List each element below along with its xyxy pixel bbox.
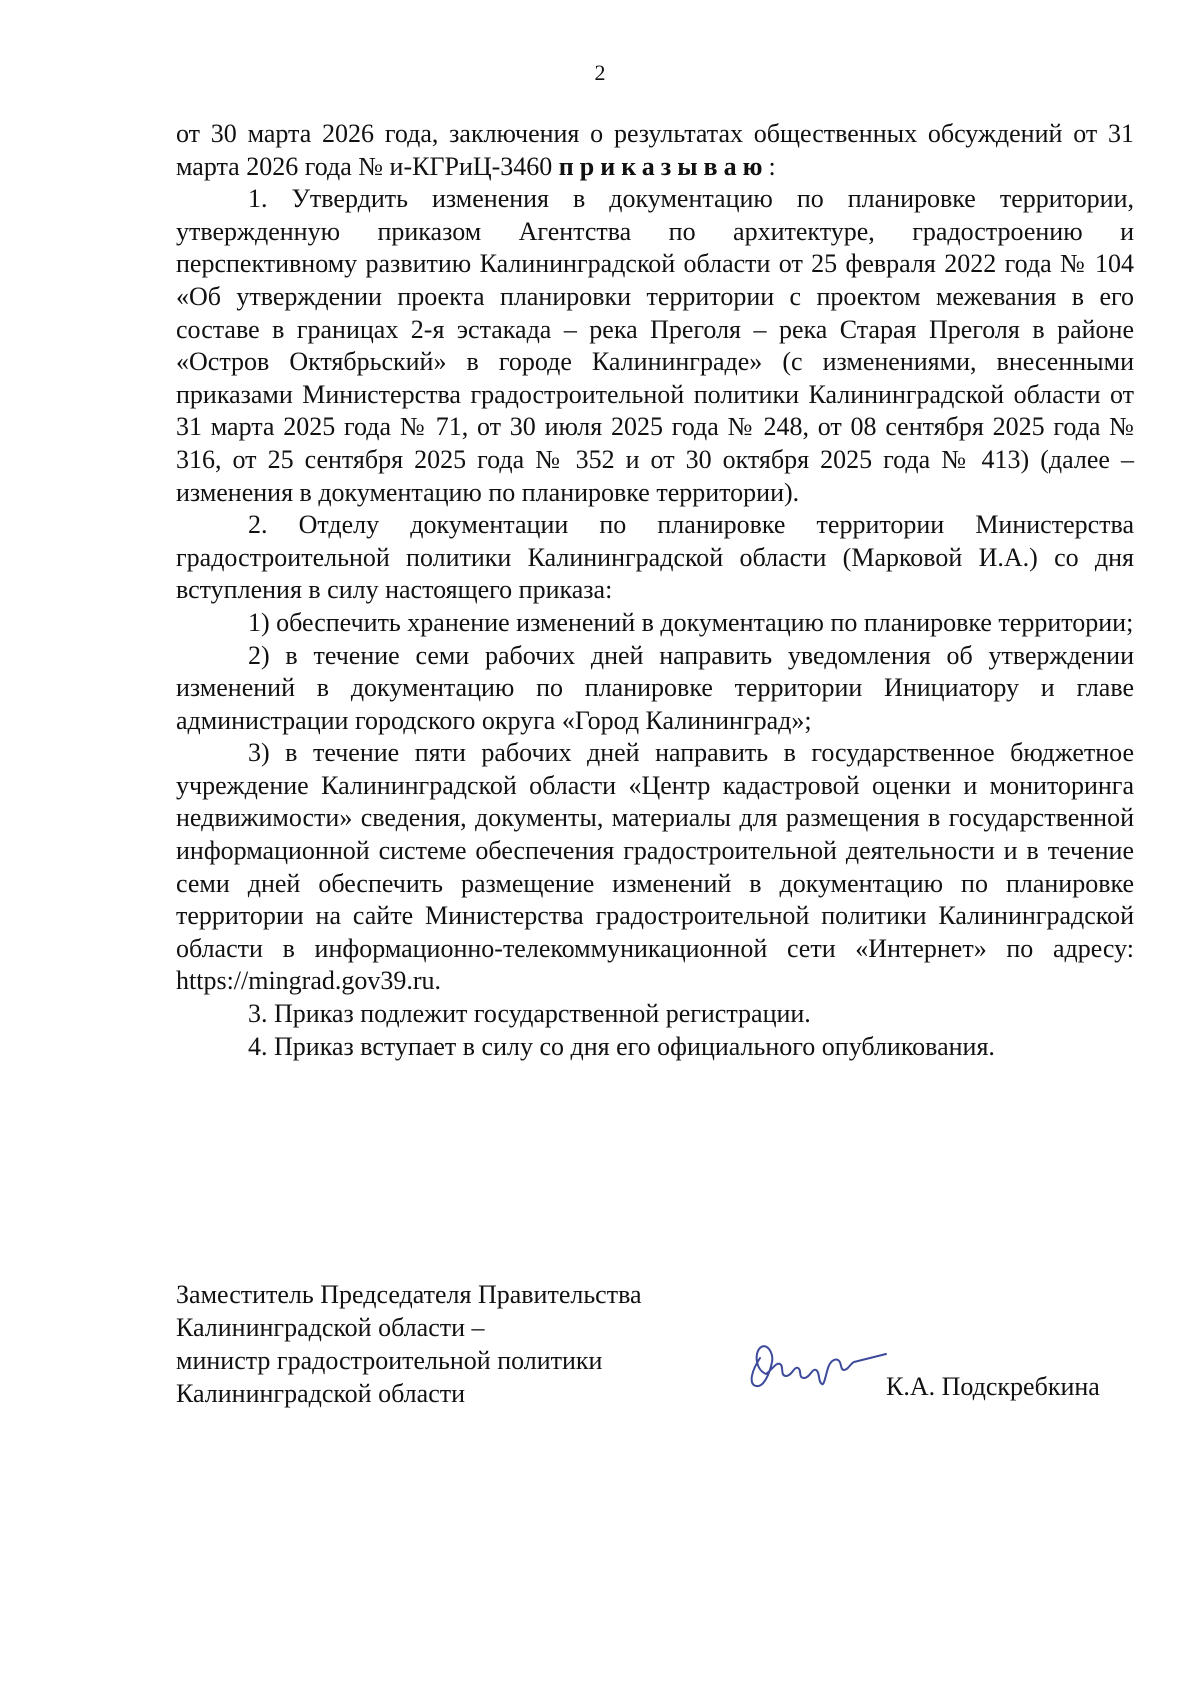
signatory-title-line: Заместитель Председателя Правительства (176, 1280, 642, 1309)
paragraph-4-effect: 4. Приказ вступает в силу со дня его официального опубликования. (248, 1031, 995, 1061)
order-word: приказываю (558, 151, 769, 181)
signatory-title-line: Калининградской области (176, 1379, 466, 1408)
order-body (176, 118, 1134, 1063)
signatory-title-line: министр градостроительной политики (176, 1346, 603, 1375)
signer-name: К.А. Подскребкина (886, 1372, 1100, 1401)
subitem-2-notification: 2) в течение семи рабочих дней направить уведомления об утверждении изменений в документацию по планировке территории Инициатору и главе администрации городского округа «Город Калининград»; (176, 640, 1134, 735)
paragraph-1-approve: 1. Утвердить изменения в документацию по планировке территории, утвержденную приказом Агентства по архитектуре, градостроению и перспективному развитию Калининградской области от 25 февраля 2022 года № 104 «Об утверждении проекта планировки территории с проектом межевания в его составе в границах 2-я эстакада – река Преголя – река Старая Преголя в районе «Остров Октябрьский» в городе Калининграде» (с изменениями, внесенными приказами Министерства градостроительной политики Калининградской области от 31 марта 2025 года № 71, от 30 июля 2025 года № 248, от 08 сентября 2025 года № 316, от 25 сентября 2025 года № 352 и от 30 октября 2025 года № 413) (далее – изменения в документацию по планировке территории). (176, 184, 1134, 507)
handwritten-signature (738, 1318, 888, 1398)
intro-paragraph (176, 118, 1134, 183)
intro-colon: : (768, 151, 776, 181)
paragraph-3-registration: 3. Приказ подлежит государственной регистрации. (248, 999, 811, 1029)
intro-text: от 30 марта 2026 года, заключения о результатах общественных обсуждений от 31 марта 2026 года № и-КГРиЦ-3460 (176, 119, 1134, 181)
subitem-3-publication: 3) в течение пяти рабочих дней направить в государственное бюджетное учреждение Калининградской области «Центр кадастровой оценки и мониторинга недвижимости» сведения, документы, материалы для размещения в государственной информационной системе обеспечения градостроительной деятельности и в течение семи дней обеспечить размещение изменений в документацию по планировке территории на сайте Министерства градостроительной политики Калининградской области в информационно-телекоммуникационной сети «Интернет» по адресу: https://mingrad.gov39.ru. (176, 738, 1134, 996)
subitem-1-storage: 1) обеспечить хранение изменений в документацию по планировке территории; (248, 607, 1134, 637)
signature-stroke (752, 1346, 886, 1386)
paragraph-2-department: 2. Отделу документации по планировке территории Министерства градостроительной политики Калининградской области (Марковой И.А.) со дня вступления в силу настоящего приказа: (176, 510, 1134, 605)
signatory-title-line: Калининградской области – (176, 1313, 485, 1342)
signatory-title (176, 1278, 642, 1410)
page-number: 2 (594, 60, 606, 85)
